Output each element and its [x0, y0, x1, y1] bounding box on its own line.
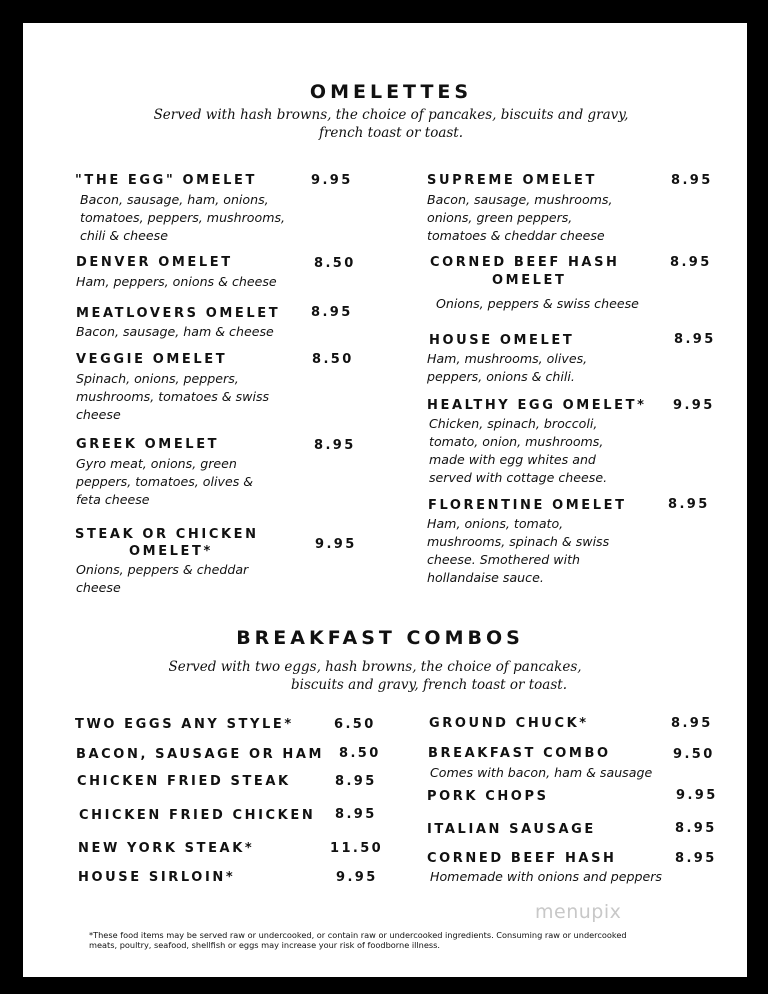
- omelet-desc-healthy-egg: Chicken, spinach, broccoli, tomato, onion, mushrooms, made with egg whites and served with cottage cheese.: [429, 416, 608, 485]
- omelet-desc-corned-beef-hash: Onions, peppers & swiss cheese: [436, 296, 639, 311]
- omelet-price-healthy-egg: 9.95: [673, 398, 715, 413]
- omelet-desc-meatlovers: Bacon, sausage, ham & cheese: [76, 324, 274, 339]
- combo-name-chicken-fried-steak: CHICKEN FRIED STEAK: [77, 774, 291, 789]
- combo-price-house-sirloin: 9.95: [336, 870, 378, 885]
- combo-name-chicken-fried-chicken: CHICKEN FRIED CHICKEN: [79, 808, 316, 823]
- combos-subtitle-line1: Served with two eggs, hash browns, the choice of pancakes,: [168, 659, 582, 675]
- combo-name-house-sirloin: HOUSE SIRLOIN*: [78, 870, 236, 885]
- omelet-price-florentine: 8.95: [668, 497, 710, 512]
- combo-desc-breakfast-combo: Comes with bacon, ham & sausage: [430, 765, 653, 780]
- combo-price-italian-sausage: 8.95: [675, 821, 717, 836]
- combo-price-breakfast-combo: 9.50: [673, 747, 715, 762]
- omelet-price-veggie: 8.50: [312, 352, 354, 367]
- combo-name-italian-sausage: ITALIAN SAUSAGE: [427, 822, 596, 837]
- combo-price-two-eggs: 6.50: [334, 717, 376, 732]
- combo-price-chicken-fried-chicken: 8.95: [335, 807, 377, 822]
- omelet-name-supreme: SUPREME OMELET: [427, 173, 597, 188]
- omelet-name-veggie: VEGGIE OMELET: [76, 352, 228, 367]
- combo-price-pork-chops: 9.95: [676, 788, 718, 803]
- omelet-price-supreme: 8.95: [671, 173, 713, 188]
- omelet-price-denver: 8.50: [314, 256, 356, 271]
- menu-page: [23, 23, 747, 977]
- combo-price-new-york-steak: 11.50: [330, 841, 384, 856]
- menupix-watermark: menupix: [535, 901, 622, 923]
- combo-name-corned-beef-hash: CORNED BEEF HASH: [427, 851, 617, 866]
- omelet-desc-denver: Ham, peppers, onions & cheese: [76, 274, 277, 289]
- omelet-price-steak-or-chicken: 9.95: [315, 537, 357, 552]
- combo-name-pork-chops: PORK CHOPS: [427, 789, 549, 804]
- omelet-price-meatlovers: 8.95: [311, 305, 353, 320]
- omelettes-heading: OMELETTES: [309, 81, 473, 103]
- omelet-name-steak-or-chicken-line2: OMELET*: [129, 544, 213, 559]
- omelet-desc-veggie: Spinach, onions, peppers, mushrooms, tomatoes & swiss cheese: [76, 371, 270, 422]
- combo-price-bacon-sausage-ham: 8.50: [339, 746, 381, 761]
- combos-heading: BREAKFAST COMBOS: [236, 627, 524, 649]
- omelet-name-steak-or-chicken: STEAK OR CHICKEN: [75, 527, 259, 542]
- omelet-name-corned-beef-hash-line2: OMELET: [492, 273, 567, 288]
- omelet-name-house: HOUSE OMELET: [429, 333, 575, 348]
- omelet-name-corned-beef-hash: CORNED BEEF HASH: [430, 255, 620, 270]
- omelet-name-meatlovers: MEATLOVERS OMELET: [76, 306, 281, 321]
- combo-price-corned-beef-hash: 8.95: [675, 851, 717, 866]
- omelet-name-denver: DENVER OMELET: [76, 255, 233, 270]
- omelet-desc-greek: Gyro meat, onions, green peppers, tomatoes, olives & feta cheese: [76, 456, 254, 507]
- omelet-name-healthy-egg: HEALTHY EGG OMELET*: [427, 398, 647, 413]
- omelettes-subtitle-line2: french toast or toast.: [318, 125, 464, 141]
- combo-desc-corned-beef-hash: Homemade with onions and peppers: [430, 869, 662, 884]
- combo-price-ground-chuck: 8.95: [671, 716, 713, 731]
- omelet-desc-steak-or-chicken: Onions, peppers & cheddar cheese: [76, 562, 249, 595]
- omelet-name-florentine: FLORENTINE OMELET: [428, 498, 627, 513]
- combo-name-breakfast-combo: BREAKFAST COMBO: [428, 746, 611, 761]
- omelet-desc-house: Ham, mushrooms, olives, peppers, onions & chili.: [427, 351, 588, 384]
- raw-food-disclaimer: *These food items may be served raw or undercooked, or contain raw or undercooked ingredients. Consuming raw or undercooked meats, poultry, seafood, shellfish or eggs may increase your risk of foodborne illness.: [89, 930, 627, 950]
- omelettes-subtitle-line1: Served with hash browns, the choice of pancakes, biscuits and gravy,: [153, 107, 629, 123]
- combos-subtitle-line2: biscuits and gravy, french toast or toast.: [290, 677, 567, 693]
- omelet-price-greek: 8.95: [314, 438, 356, 453]
- omelet-name-the-egg: "THE EGG" OMELET: [75, 173, 257, 188]
- omelet-desc-the-egg: Bacon, sausage, ham, onions, tomatoes, peppers, mushrooms, chili & cheese: [80, 192, 286, 243]
- omelet-price-house: 8.95: [674, 332, 716, 347]
- omelet-price-corned-beef-hash: 8.95: [670, 255, 712, 270]
- combo-name-new-york-steak: NEW YORK STEAK*: [78, 841, 255, 856]
- omelet-price-the-egg: 9.95: [311, 173, 353, 188]
- omelet-name-greek: GREEK OMELET: [76, 437, 220, 452]
- omelet-desc-florentine: Ham, onions, tomato, mushrooms, spinach & swiss cheese. Smothered with hollandaise sauce.: [427, 516, 610, 585]
- combo-name-ground-chuck: GROUND CHUCK*: [429, 716, 589, 731]
- combo-price-chicken-fried-steak: 8.95: [335, 774, 377, 789]
- combo-name-bacon-sausage-ham: BACON, SAUSAGE OR HAM: [76, 747, 325, 762]
- omelet-desc-supreme: Bacon, sausage, mushrooms, onions, green peppers, tomatoes & cheddar cheese: [427, 192, 613, 243]
- combo-name-two-eggs: TWO EGGS ANY STYLE*: [75, 717, 294, 732]
